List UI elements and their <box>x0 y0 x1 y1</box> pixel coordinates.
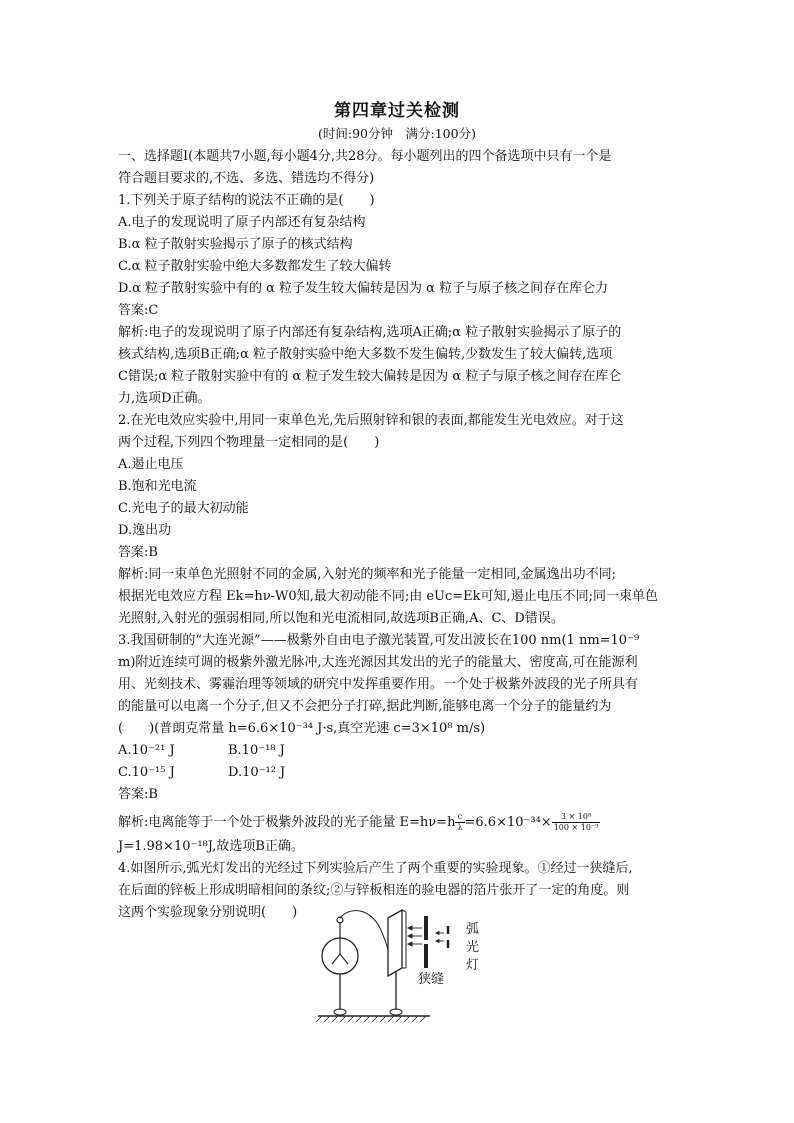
experiment-diagram-svg <box>310 898 490 1028</box>
q3-option-b: B.10⁻¹⁸ J <box>228 743 285 758</box>
q1-stem: 1.下列关于原子结构的说法不正确的是( ) <box>118 193 375 208</box>
q1-option-d: D.α 粒子散射实验中有的 α 粒子发生较大偏转是因为 α 粒子与原子核之间存在库仑力 <box>118 281 609 296</box>
section-heading-line2: 符合题目要求的,不选、多选、错选均不得分) <box>118 171 375 186</box>
slit-lower <box>424 944 428 968</box>
q1-analysis-line4: 力,选项D正确。 <box>118 391 211 406</box>
q3-stem-line4: 的能量可以电离一个分子,但又不会把分子打碎,据此判断,能够电离一个分子的能量约为 <box>118 699 612 714</box>
q3-analysis-line1 <box>118 812 678 836</box>
electroscope-leaf-left <box>332 954 340 964</box>
q1-option-b: B.α 粒子散射实验揭示了原子的核式结构 <box>118 237 353 252</box>
experiment-diagram <box>310 898 490 1028</box>
q4-stem-line3: 这两个实验现象分别说明( ) <box>118 905 298 920</box>
q2-analysis-line1: 解析:同一束单色光照射不同的金属,入射光的频率和光子能量一定相同,金属逸出功不同; <box>118 567 617 582</box>
c-over-lambda-fraction <box>455 812 464 833</box>
page-title: 第四章过关检测 <box>334 101 460 121</box>
q2-option-c: C.光电子的最大初动能 <box>118 501 249 516</box>
q1-option-c: C.α 粒子散射实验中绝大多数都发生了较大偏转 <box>118 259 392 274</box>
section-heading-line1: 一、选择题Ⅰ(本题共7小题,每小题4分,共28分。每小题列出的四个备选项中只有一个是 <box>118 149 612 164</box>
slit-label: 狭缝 <box>418 972 445 987</box>
q2-option-b: B.饱和光电流 <box>118 479 197 494</box>
q1-answer: 答案:C <box>118 303 159 318</box>
q2-analysis-line2: 根据光电效应方程 Ek=hν-W0知,最大初动能不同;由 eUc=Ek可知,遏止电压不同;同一束单色 <box>118 589 659 604</box>
fraction-c: c <box>455 812 464 823</box>
light-rays <box>408 926 422 946</box>
arc-lamp-label-1: 弧 <box>466 922 480 937</box>
q3-stem-line2: m)附近连续可调的极紫外激光脉冲,大连光源因其发出的光子的能量大、密度高,可在能源利 <box>118 655 638 670</box>
exam-content <box>118 146 678 924</box>
q2-option-a: A.遏止电压 <box>118 457 184 472</box>
q3-stem-line3: 用、光刻技术、雾霾治理等领域的研究中发挥重要作用。一个处于极紫外波段的光子所具有 <box>118 677 639 692</box>
q3-options-row2 <box>118 762 678 784</box>
q1-analysis-line2: 核式结构,选项B正确;α 粒子散射实验中绝大多数不发生偏转,少数发生了较大偏转,选项 <box>118 347 613 362</box>
q3-option-a: A.10⁻²¹ J <box>118 743 175 758</box>
electroscope-leaf-right <box>340 954 348 964</box>
fraction-lambda: λ <box>457 823 463 832</box>
q3-analysis-text: 解析:电离能等于一个处于极紫外波段的光子能量 E=hν=h <box>118 815 456 830</box>
slit-upper <box>424 916 428 940</box>
q1-option-a: A.电子的发现说明了原子内部还有复杂结构 <box>118 215 366 230</box>
q2-option-d: D.逸出功 <box>118 523 172 538</box>
exam-info: (时间:90分钟 满分:100分) <box>318 126 476 141</box>
q2-stem-line1: 2.在光电效应实验中,用同一束单色光,先后照射锌和银的表面,都能发生光电效应。对于这 <box>118 413 624 428</box>
fraction-denominator: 100 × 10⁻⁹ <box>553 823 599 832</box>
connecting-wire <box>340 911 389 958</box>
q1-analysis-line3: C错误;α 粒子散射实验中有的 α 粒子发生较大偏转是因为 α 粒子与原子核之间存在库仑 <box>118 369 622 384</box>
q4-stem-line2: 在后面的锌板上形成明暗相间的条纹;②与锌板相连的验电器的箔片张开了一定的角度。则 <box>118 883 630 898</box>
q3-options-row1 <box>118 740 678 762</box>
q3-answer: 答案:B <box>118 787 158 802</box>
arc-lamp-label-2: 光 <box>466 940 480 955</box>
q3-stem-line1: 3.我国研制的“大连光源”——极紫外自由电子激光装置,可发出波长在100 nm(1 nm=10⁻⁹ <box>118 633 640 648</box>
arc-lamp-label-3: 灯 <box>466 958 480 973</box>
q3-option-c: C.10⁻¹⁵ J <box>118 765 175 780</box>
lamp-rays <box>436 932 444 943</box>
q2-stem-line2: 两个过程,下列四个物理量一定相同的是( ) <box>118 435 380 450</box>
q1-analysis-line1: 解析:电子的发现说明了原子内部还有复杂结构,选项A正确;α 粒子散射实验揭示了原子的 <box>118 325 622 340</box>
numeric-fraction <box>552 812 601 833</box>
ground-hatch <box>316 1016 426 1022</box>
q3-analysis-line2: J=1.98×10⁻¹⁸J,故选项B正确。 <box>118 839 304 854</box>
q3-option-d: D.10⁻¹² J <box>228 765 286 780</box>
zinc-plate <box>388 910 402 976</box>
q2-answer: 答案:B <box>118 545 158 560</box>
fraction-numerator: 3 × 10⁸ <box>552 812 601 823</box>
q2-analysis-line3: 光照射,入射光的强弱相同,所以饱和光电流相同,故选项B正确,A、C、D错误。 <box>118 611 564 626</box>
q4-stem-line1: 4.如图所示,弧光灯发出的光经过下列实验后产生了两个重要的实验现象。①经过一狭缝后, <box>118 861 633 876</box>
q3-analysis-text-b: =6.6×10⁻³⁴× <box>464 815 552 830</box>
q3-stem-line5: ( )(普朗克常量 h=6.6×10⁻³⁴ J·s,真空光速 c=3×10⁸ m/s) <box>118 721 486 736</box>
